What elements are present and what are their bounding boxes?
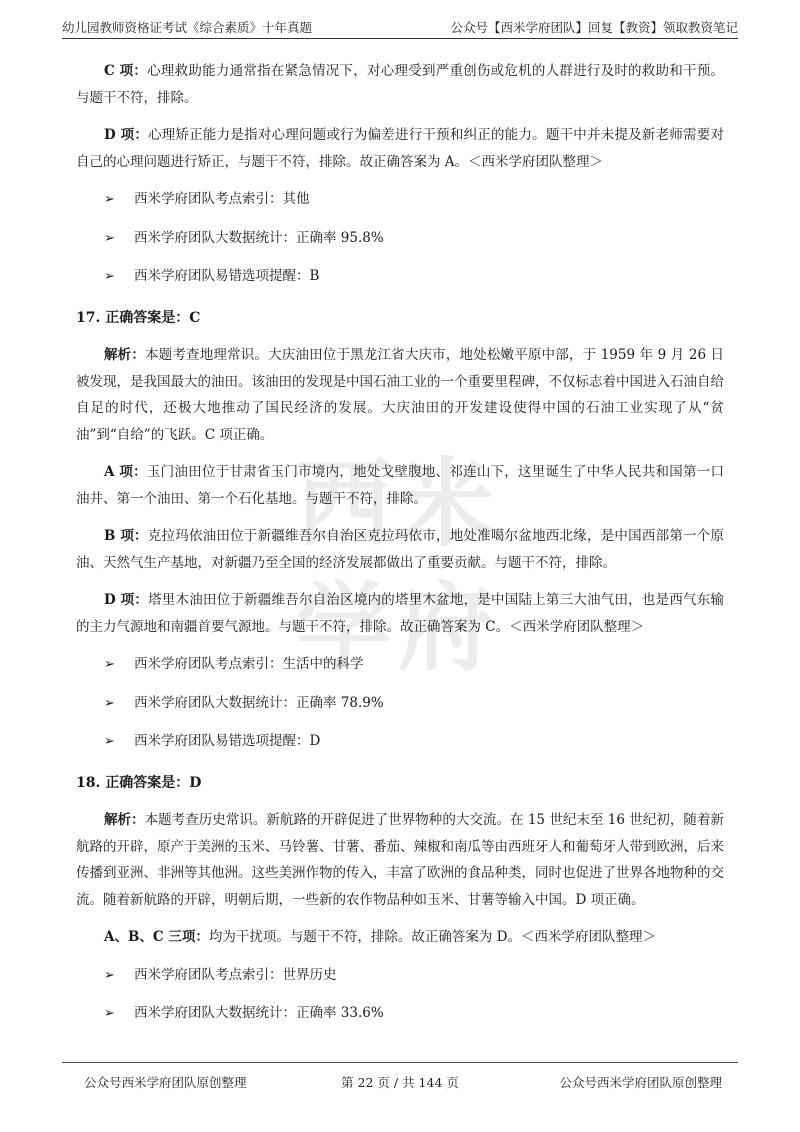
explanation-paragraph xyxy=(76,523,724,576)
explanation-paragraph xyxy=(76,807,724,913)
header-title: 幼儿园教师资格证考试《综合素质》十年真题 xyxy=(62,20,313,35)
bullet-text: 西米学府团队大数据统计：正确率 78.9% xyxy=(134,694,384,711)
explanation-paragraph xyxy=(76,459,724,512)
footer-left: 公众号西米学府团队原创整理 xyxy=(84,1075,247,1090)
bullet-item xyxy=(104,186,724,214)
bullet-item xyxy=(104,225,724,253)
arrow-bullet-icon: ➢ xyxy=(104,695,115,711)
explanation-paragraph xyxy=(76,122,724,175)
page-header xyxy=(62,14,738,39)
bullet-text: 西米学府团队考点索引：生活中的科学 xyxy=(134,656,364,672)
paragraph-label: D 项： xyxy=(104,592,149,608)
watermark-char: 米 xyxy=(398,448,494,560)
explanation-paragraph xyxy=(76,587,724,640)
bullet-text: 西米学府团队大数据统计：正确率 33.6% xyxy=(134,1005,384,1021)
bullet-text: 西米学府团队易错选项提醒：D xyxy=(134,733,321,749)
bullet-text: 西米学府团队易错选项提醒：B xyxy=(134,268,320,284)
bullet-item xyxy=(104,263,724,291)
paragraph-text: 玉门油田位于甘肃省玉门市境内，地处戈壁腹地、祁连山下，这里诞生了中华人民共和国第一口油井、第一个油田、第一个石化基地。与题干不符，排除。 xyxy=(76,464,724,507)
explanation-paragraph xyxy=(76,58,724,111)
bullet-text: 西米学府团队考点索引：其他 xyxy=(134,191,310,207)
paragraph-text: 均为干扰项。与题干不符，排除。故正确答案为 D。＜西米学府团队整理＞ xyxy=(208,929,656,945)
paragraph-text: 心理矫正能力是指对心理问题或行为偏差进行干预和纠正的能力。题干中并未提及新老师需要对自己的心理问题进行矫正，与题干不符，排除。故正确答案为 A。＜西米学府团队整理＞ xyxy=(76,127,724,170)
question-answer-heading: 18. 正确答案是：D xyxy=(76,774,202,791)
paragraph-label: B 项： xyxy=(104,528,148,544)
arrow-bullet-icon: ➢ xyxy=(104,192,115,207)
bullet-item xyxy=(104,651,724,679)
document-body xyxy=(76,58,724,1039)
arrow-bullet-icon: ➢ xyxy=(104,967,115,983)
paragraph-label: C 项： xyxy=(104,63,148,79)
bullet-text: 西米学府团队大数据统计：正确率 95.8% xyxy=(134,229,384,246)
paragraph-text: 塔里木油田位于新疆维吾尔自治区境内的塔里木盆地，是中国陆上第三大油气田，也是西气东输的主力气源地和南疆首要气源地。与题干不符，排除。故正确答案为 C。＜西米学府团队整理＞ xyxy=(76,592,724,635)
paragraph-label: A、B、C 三项： xyxy=(104,929,209,945)
explanation-paragraph xyxy=(76,924,724,951)
watermark-char: 府 xyxy=(398,572,494,684)
paragraph-text: 本题考查地理常识。大庆油田位于黑龙江省大庆市，地处松嫩平原中部，于 1959 年 9 月 26 日被发现，是我国最大的油田。该油田的发现是中国石油工业的一个重要里程碑，不仅标志着中国进入石油自给自足的时代，还极大地推动了国民经济的发展。大庆油田的开发建设使得中国的石油工业实现了从“贫油”到“自给”的飞跃。C 项正确。 xyxy=(76,347,725,443)
explanation-paragraph xyxy=(76,342,724,448)
watermark-char: 西 xyxy=(296,448,392,560)
arrow-bullet-icon: ➢ xyxy=(104,734,115,749)
page-footer xyxy=(62,1062,738,1093)
paragraph-label: 解析： xyxy=(104,812,145,828)
paragraph-label: D 项： xyxy=(104,127,149,143)
bullet-item xyxy=(104,962,724,990)
paragraph-label: 解析： xyxy=(104,347,146,363)
paragraph-text: 本题考查历史常识。新航路的开辟促进了世界物种的大交流。在 15 世纪末至 16 世纪初，随着新航路的开辟，原产于美洲的玉米、马铃薯、甘薯、番茄、辣椒和南瓜等由西班牙人和葡萄牙人带到欧洲，后来传播到亚洲、非洲等其他洲。这些美洲作物的传入，丰富了欧洲的食品种类，同时也促进了世界各地物种的交流。随着新航路的开辟，明朝后期，一些新的农作物品种如玉米、甘薯等输入中国。D 项正确。 xyxy=(76,812,725,908)
paragraph-text: 克拉玛依油田位于新疆维吾尔自治区克拉玛依市，地处准噶尔盆地西北缘，是中国西部第一个原油、天然气生产基地，对新疆乃至全国的经济发展都做出了重要贡献。与题干不符，排除。 xyxy=(76,528,724,571)
header-promo: 公众号【西米学府团队】回复【教资】领取教资笔记 xyxy=(450,20,738,35)
paragraph-text: 心理救助能力通常指在紧急情况下，对心理受到严重创伤或危机的人群进行及时的救助和干预。与题干不符，排除。 xyxy=(76,63,724,106)
bullet-item xyxy=(104,1000,724,1028)
question-answer-heading: 17. 正确答案是：C xyxy=(76,309,201,326)
page-number: 第 22 页 / 共 144 页 xyxy=(341,1075,459,1090)
watermark-char: 学 xyxy=(296,572,392,684)
bullet-item xyxy=(104,690,724,718)
bullet-text: 西米学府团队考点索引：世界历史 xyxy=(134,966,337,983)
arrow-bullet-icon: ➢ xyxy=(104,1006,115,1021)
arrow-bullet-icon: ➢ xyxy=(104,657,115,672)
arrow-bullet-icon: ➢ xyxy=(104,230,115,246)
arrow-bullet-icon: ➢ xyxy=(104,269,115,284)
paragraph-label: A 项： xyxy=(104,464,147,480)
footer-right: 公众号西米学府团队原创整理 xyxy=(559,1075,722,1090)
bullet-item xyxy=(104,728,724,756)
